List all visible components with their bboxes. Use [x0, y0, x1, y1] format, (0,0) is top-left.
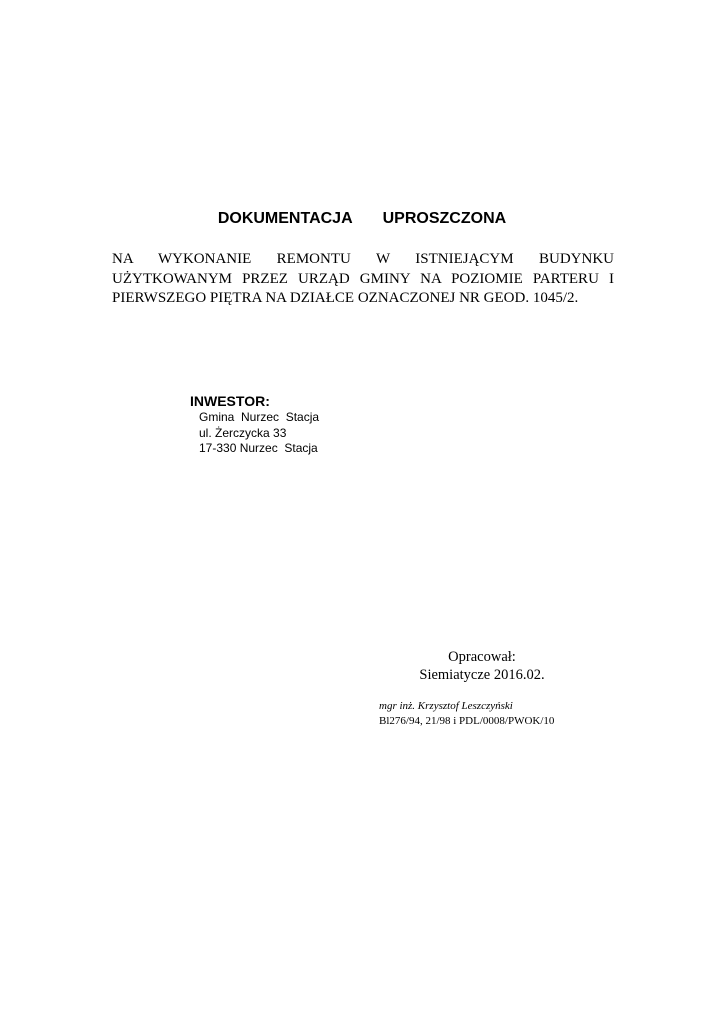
- prepared-block: [384, 648, 580, 684]
- investor-street: ul. Żerczycka 33: [199, 425, 287, 440]
- investor-label: INWESTOR:: [190, 393, 270, 409]
- author-block: [379, 699, 554, 728]
- subject-line-2: UŻYTKOWANYM PRZEZ URZĄD GMINY NA POZIOMIE PARTERU I: [112, 270, 614, 287]
- prepared-label: Opracował:: [448, 649, 516, 665]
- title-word-1: DOKUMENTACJA: [217, 210, 353, 227]
- investor-city: 17-330 Nurzec Stacja: [199, 441, 318, 455]
- document-subject: [112, 250, 614, 309]
- subject-line-3: PIERWSZEGO PIĘTRA NA DZIAŁCE OZNACZONEJ NR GEOD. 1045/2.: [112, 290, 579, 306]
- title-word-2: UPROSZCZONA: [382, 210, 507, 227]
- author-name: mgr inż. Krzysztof Leszczyński: [379, 700, 513, 712]
- subject-line-1: NA WYKONANIE REMONTU W ISTNIEJĄCYM BUDYNKU: [112, 251, 614, 267]
- investor-block: [190, 393, 319, 457]
- author-licenses: Bl276/94, 21/98 i PDL/0008/PWOK/10: [379, 714, 555, 727]
- investor-name: Gmina Nurzec Stacja: [199, 410, 320, 424]
- document-title: [0, 210, 724, 228]
- prepared-place-date: Siemiatycze 2016.02.: [419, 667, 545, 683]
